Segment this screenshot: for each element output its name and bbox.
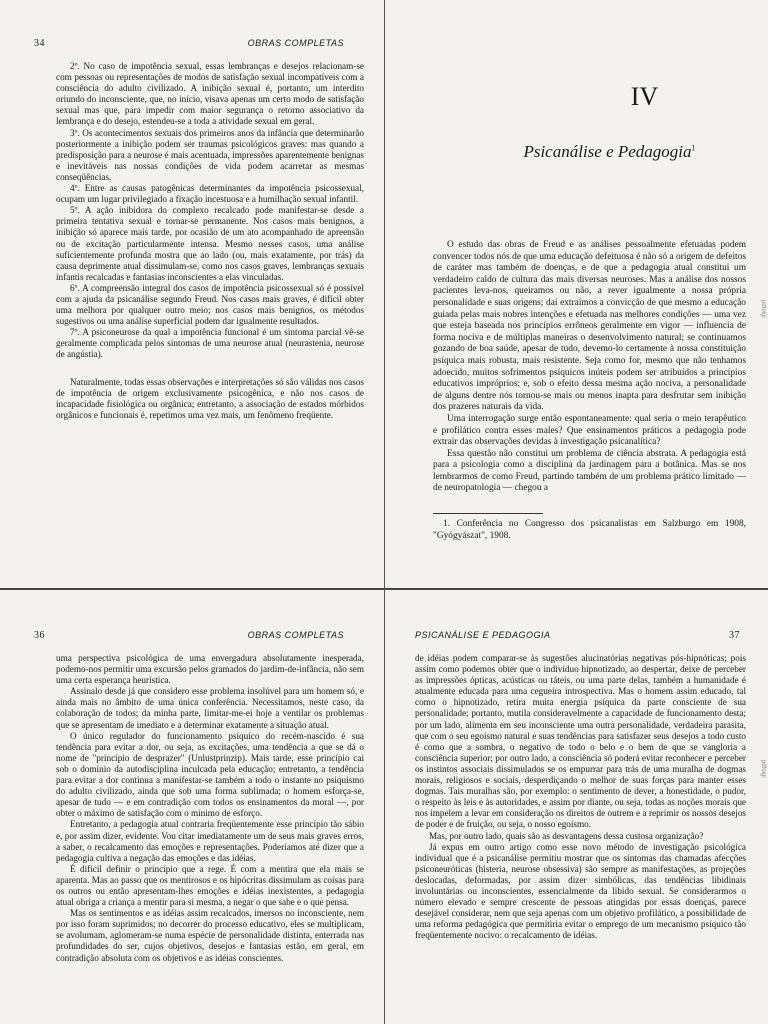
running-head-title: OBRAS COMPLETAS xyxy=(247,630,344,640)
paragraph: 2º. No caso de impotência sexual, essas lembranças e desejos relacionam-se com pessoas ou representações de modos de satisfação sexual incompatíveis com a consciência do adulto civilizado. A inibição sexual é, portanto, um interdito oriundo do inconsciente, que, no início, visava apenas um certo modo de satisfação sexual mas que, para impedir com maior segurança o retorno associativo da lembrança e do desejo, estendeu-se a toda a atividade sexual em geral. xyxy=(56,61,364,127)
footnote-divider xyxy=(433,513,543,514)
paragraph: de idéias podem comparar-se às sugestões alucinatórias negativas pós-hipnóticas; pois assim como podemos obter que o indivíduo hipnotizado, ao despertar, deixe de perceber as impressões ópticas, acústicas ou táteis, ou uma parte delas, também a humanidade é atualmente educada para uma cegueira introspectiva. Mas o homem assim educado, tal como o hipnotizado, retira muita energia psíquica da parte consciente de sua personalidade; portanto, mutila consideravelmente a capacidade de funcionamento desta; por um lado, alimenta em seu inconsciente uma outra personalidade, verdadeira parasita, que com o seu egoísmo natural e suas tendências para satisfazer seus desejos a todo custo é como que a sombra, o negativo de todo o belo e o bem de que se vangloria a consciência superior; por outro lado, a consciência só poderá evitar reconhecer e perceber os instintos associais dissimulados se os empurrar para trás de uma muralha de dogmas morais, religiosos e sociais, desperdiçando o melhor de suas forças para manter esses dogmas. Tais muralhas são, por exemplo: o sentimento de dever, a honestidade, o pudor, o respeito às leis e às autoridades, e assim por diante, ou seja, todas as noções morais que nos impelem a levar em consideração os direitos de outrem e a reprimir os nossos desejos de poder e de fruição, ou seja, o nosso egoísmo. xyxy=(415,653,746,830)
paragraph: 4º. Entre as causas patogênicas determinantes da impotência psicossexual, ocupam um lugar privilegiado a fixação incestuosa e a humilhação sexual infantil. xyxy=(56,183,364,205)
chapter-title-text: Psicanálise e Pedagogia xyxy=(523,142,692,161)
running-head-title: OBRAS COMPLETAS xyxy=(247,38,344,48)
page-number: 34 xyxy=(34,38,45,49)
paragraph: uma perspectiva psicológica de uma envergadura absolutamente inesperada, podemo-nos permitir uma excursão pelos gramados do jardim-de-infância, não sem uma certa esperança heurística. xyxy=(56,653,364,686)
page-35 xyxy=(384,0,768,588)
paragraph: 3º. Os acontecimentos sexuais dos primeiros anos da infância que determinarão posteriormente a inibição podem ser traumas psicológicos graves: mas quando a predisposição para a neurose é mais acentuada, impressões aparentemente benignas e inevitáveis nas nossas condições de vida podem acarretar as mesmas conseqüências. xyxy=(56,127,364,182)
chapter-number: IV xyxy=(630,82,659,111)
paragraph: Uma interrogação surge então espontaneamente: qual seria o meio terapêutico e profilático contra esses males? Que ensinamentos práticos a pedagogia pode extrair das observações devidas à investigação psicanalítica? xyxy=(433,413,746,448)
side-watermark: pdfoigi xyxy=(760,760,766,778)
paragraph: O único regulador do funcionamento psíquico do recém-nascido é sua tendência para evitar a dor, ou seja, as excitações, uma tendência a que se dá o nome de "princípio de desprazer" (Unlustprinzip). Mais tarde, esse princípio cai sob o domínio da autodisciplina inculcada pela educação; entretanto, a tendência para evitar a dor continua a manifestar-se também a todo o instante no psiquismo do adulto civilizado, ainda que sob uma forma sublimada; o homem esforça-se, apesar de tudo — e em contradição com todos os ensinamentos da moral —, por obter o máximo de satisfação com o mínimo de esforço. xyxy=(56,730,364,819)
page-34 xyxy=(0,0,384,588)
paragraph: Assinalo desde já que considero esse problema insolúvel para um homem só, e ainda mais no âmbito de uma única conferência. Necessitamos, neste caso, da colaboração de todos; da minha parte, limitar-me-ei hoje a ventilar os problemas que se apresentam de imediato e a determinar exatamente a situação atual. xyxy=(56,686,364,730)
chapter-title xyxy=(473,142,746,162)
page-number: 37 xyxy=(729,630,740,641)
footnote-mark: 1 xyxy=(691,143,696,153)
page-36 xyxy=(0,588,384,1024)
footnote: 1. Conferência no Congresso dos psicanalistas em Salzburgo em 1908, "Gyógyászat", 1908. xyxy=(433,519,746,541)
paragraph: 6º. A compreensão integral dos casos de impotência psicossexual só é possível com a ajuda da psicanálise segundo Freud. Nos casos mais graves, é difícil obter uma melhora por qualquer outro meio; nos casos mais benignos, os métodos sugestivos ou uma análise superficial podem dar igualmente resultados. xyxy=(56,282,364,327)
paragraph: Mas, por outro lado, quais são as desvantagens dessa custosa organização? xyxy=(429,830,704,841)
running-head-title: PSICANÁLISE E PEDAGOGIA xyxy=(415,630,551,640)
paragraph: Naturalmente, todas essas observações e interpretações só são válidas nos casos de impotência de origem exclusivamente psicogênica, e não nos casos de incapacidade fisiológica ou orgânica; entretanto, a associação de estados mórbidos orgânicos e funcionais é, repetimos uma vez mais, um fenômeno freqüente. xyxy=(56,376,364,420)
paragraph: 5º. A ação inibidora do complexo recalcado pode manifestar-se desde a primeira tentativa sexual e tornar-se permanente. Nos casos mais benignos, a inibição só aparece mais tarde, por ocasião de um ato acompanhado de apreensão ou de excitação particularmente intensa. Mesmo nesses casos, uma análise suficientemente profunda mostra que ao lado (ou, mais exatamente, por trás) da causa deprimente atual dissimulam-se, como nos casos graves, lembranças sexuais infantis recalcadas e fantasias inconscientes a elas vinculadas. xyxy=(56,205,364,282)
paragraph: Entretanto, a pedagogia atual contraria freqüentemente esse princípio tão sábio e, por assim dizer, evidente. Vou citar imediatamente um de seus mais graves erros, a saber, o recalcamento das emoções e representações. Poderíamos até dizer que a pedagogia cultiva a negação das emoções e das idéias. xyxy=(56,819,364,863)
paragraph: 7º. A psiconeurose da qual a impotência funcional é um sintoma parcial vê-se geralmente complicada pelos sintomas de uma neurose atual (neurastenia, neurose de angústia). xyxy=(56,327,364,360)
page-37 xyxy=(384,588,768,1024)
paragraph: Já expus em outro artigo como esse novo método de investigação psicológica individual que é a psicanálise permitiu mostrar que os sintomas das chamadas afecções psiconeuróticas (histeria, neurose obsessiva) são sempre as manifestações, as projeções deslocadas, deformadas, por assim dizer simbólicas, das tendências libidinais involuntárias ou inconscientes, essencialmente da libido sexual. Se considerarmos o número elevado e sempre crescente de pessoas atingidas por essas doenças, parece desejável considerar, nem que seja apenas com um objetivo profilático, a possibilidade de uma reforma pedagógica que permitiria evitar o emprego de um mecanismo psíquico tão freqüentemente nocivo: o recalcamento de idéias. xyxy=(415,841,746,941)
paragraph: O estudo das obras de Freud e as análises pessoalmente efetuadas podem convencer todos nós de que uma educação defeituosa é não só a origem de defeitos de caráter mas também de doenças, e de que a pedagogia atual constitui um verdadeiro caldo de cultura das mais diversas neuroses. Mas a análise dos nossos pacientes leva-nos, queiramos ou não, a rever igualmente a nossa própria personalidade e suas origens; daí extraímos a convicção de que mesmo a educação guiada pelas mais nobres intenções e efetuada nas melhores condições — uma vez que esteja baseada nos princípios errôneos geralmente em vigor — influencia de forma nociva e de múltiplas maneiras o desenvolvimento natural; se continuamos gozando de boa saúde, apesar de tudo, devemo-lo certamente à nossa constituição psíquica mais robusta, mais resistente. Seja como for, mesmo que não tenhamos adoecido, muitos sofrimentos psíquicos inúteis podem ser atribuídos a princípios educativos impróprios; e, sob o efeito dessa mesma ação nociva, a personalidade de alguns dentre nós tornou-se mais ou menos inapta para desfrutar sem inibição dos prazeres naturais da vida. xyxy=(433,240,746,413)
running-header xyxy=(34,630,344,641)
page-number: 36 xyxy=(34,630,45,641)
paragraph: É difícil definir o princípio que a rege. É com a mentira que ela mais se aparenta. Mas ao passo que os mentirosos e os hipócritas dissimulam as coisas para os outros ou então apresentam-lhes emoções e idéias inexistentes, a pedagogia atual obriga a criança a mentir para si mesma, a negar o que sabe e o que pensa. xyxy=(56,863,364,908)
running-header xyxy=(34,38,344,49)
side-watermark: pdfoigi xyxy=(760,300,766,318)
paragraph: Mas os sentimentos e as idéias assim recalcados, imersos no inconsciente, nem por isso foram suprimidos; no decorrer do processo educativo, eles se multiplicam, se avolumam, aglomeram-se numa espécie de personalidade distinta, enterrada nas profundidades do ser, cujos objetivos, desejos e fantasias estão, em geral, em contradição absoluta com os objetivos e as idéias conscientes. xyxy=(56,908,364,963)
paragraph: Essa questão não constitui um problema de ciência abstrata. A pedagogia está para a psicologia como a disciplina da jardinagem para a botânica. Mas se nos lembrarmos de como Freud, partindo também de um problema prático limitado — de neuropatologia — chegou a xyxy=(433,448,746,494)
running-header xyxy=(415,630,740,641)
